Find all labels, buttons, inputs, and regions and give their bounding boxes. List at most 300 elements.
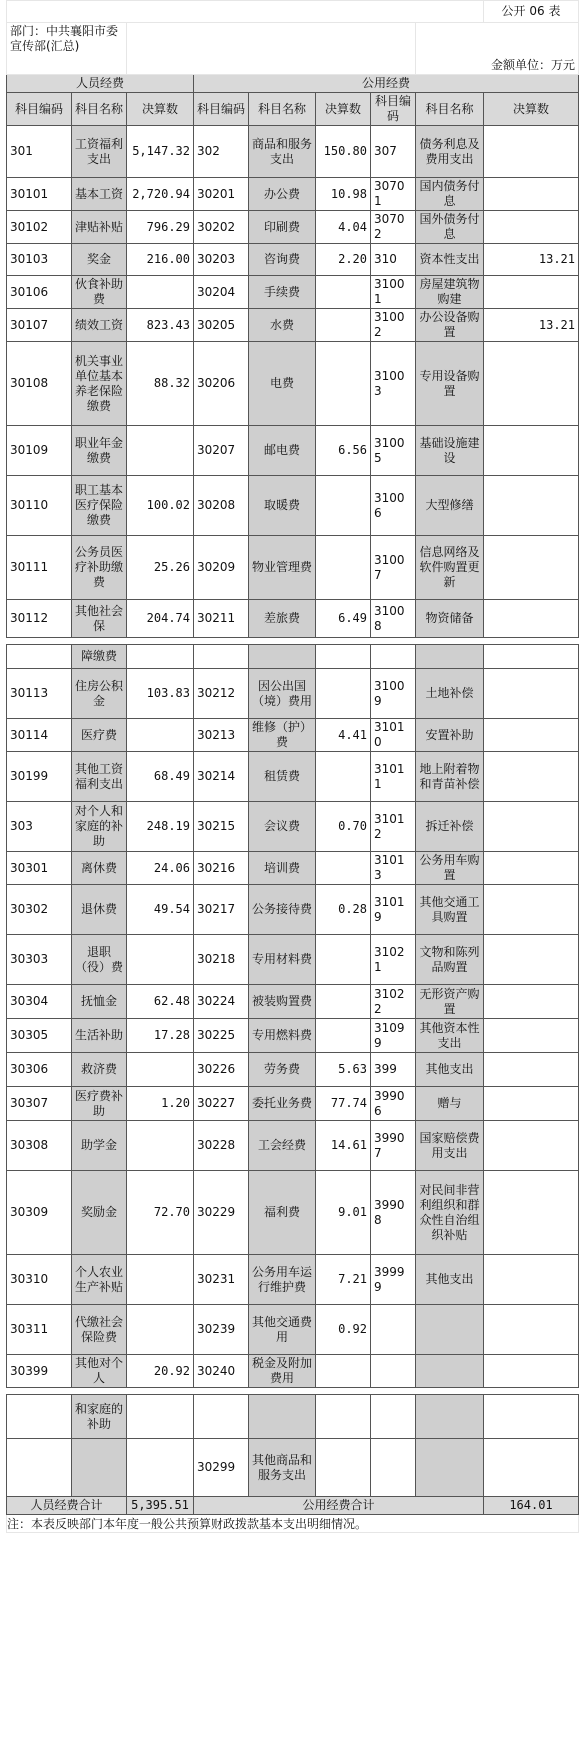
row-code-c: 31001 <box>371 276 416 309</box>
row-name-c: 土地补偿 <box>416 669 484 719</box>
group-public: 公用经费 <box>194 75 579 93</box>
row-amount-b <box>316 1019 371 1053</box>
row-amount <box>127 1395 194 1439</box>
row-code-b: 30203 <box>194 244 249 276</box>
row-code-c: 39908 <box>371 1171 416 1255</box>
row-code: 30310 <box>7 1255 72 1305</box>
row-name-b: 其他商品和服务支出 <box>249 1439 316 1497</box>
row-code-b: 302 <box>194 126 249 178</box>
row-name: 奖励金 <box>72 1171 127 1255</box>
row-amount: 248.19 <box>127 802 194 852</box>
row-amount-b: 2.20 <box>316 244 371 276</box>
row-amount <box>127 426 194 476</box>
row-code-b: 30216 <box>194 852 249 885</box>
row-amount-c <box>484 476 579 536</box>
row-code-b: 30212 <box>194 669 249 719</box>
row-name-b: 会议费 <box>249 802 316 852</box>
row-name: 其他工资福利支出 <box>72 752 127 802</box>
row-name: 离休费 <box>72 852 127 885</box>
row-amount-c <box>484 426 579 476</box>
row-amount-b <box>316 985 371 1019</box>
totals-row <box>7 1497 579 1515</box>
row-code-b: 30227 <box>194 1087 249 1121</box>
row-amount-b <box>316 752 371 802</box>
table-gap <box>7 638 579 645</box>
row-code-c: 31099 <box>371 1019 416 1053</box>
row-amount-c <box>484 600 579 638</box>
table-row <box>7 752 579 802</box>
row-name <box>72 1439 127 1497</box>
row-name-c: 专用设备购置 <box>416 342 484 426</box>
row-amount-c <box>484 211 579 244</box>
row-amount-b: 14.61 <box>316 1121 371 1171</box>
row-code: 30304 <box>7 985 72 1019</box>
row-amount: 49.54 <box>127 885 194 935</box>
row-amount-c: 13.21 <box>484 309 579 342</box>
row-name-b: 水费 <box>249 309 316 342</box>
row-name-c: 安置补助 <box>416 719 484 752</box>
table-row <box>7 211 579 244</box>
row-name-b <box>249 645 316 669</box>
row-amount-b <box>316 476 371 536</box>
row-code: 30311 <box>7 1305 72 1355</box>
row-code-b: 30209 <box>194 536 249 600</box>
row-name-c: 资本性支出 <box>416 244 484 276</box>
row-code-c: 39906 <box>371 1087 416 1121</box>
row-code-c: 31010 <box>371 719 416 752</box>
row-amount: 103.83 <box>127 669 194 719</box>
row-name-c: 其他支出 <box>416 1053 484 1087</box>
row-amount-c <box>484 126 579 178</box>
table-number: 公开 06 表 <box>484 1 579 23</box>
table-gap <box>7 1388 579 1395</box>
table-row <box>7 1255 579 1305</box>
row-name: 代缴社会保险费 <box>72 1305 127 1355</box>
row-code-b: 30213 <box>194 719 249 752</box>
row-name-c: 地上附着物和青苗补偿 <box>416 752 484 802</box>
row-name-b: 租赁费 <box>249 752 316 802</box>
table-row <box>7 309 579 342</box>
row-amount-c <box>484 935 579 985</box>
row-amount: 24.06 <box>127 852 194 885</box>
row-amount-b: 9.01 <box>316 1171 371 1255</box>
row-name: 机关事业单位基本养老保险缴费 <box>72 342 127 426</box>
row-name: 对个人和家庭的补助 <box>72 802 127 852</box>
row-amount: 5,147.32 <box>127 126 194 178</box>
row-name: 其他社会保 <box>72 600 127 638</box>
row-code: 30303 <box>7 935 72 985</box>
row-amount-c <box>484 719 579 752</box>
row-name-b: 福利费 <box>249 1171 316 1255</box>
row-name: 公务员医疗补助缴费 <box>72 536 127 600</box>
row-name-c: 其他资本性支出 <box>416 1019 484 1053</box>
row-amount <box>127 1121 194 1171</box>
row-amount-c <box>484 802 579 852</box>
amount-unit: 金额单位：万元 <box>416 23 579 75</box>
expense-sheet <box>6 0 578 1533</box>
row-code: 30305 <box>7 1019 72 1053</box>
table-row <box>7 276 579 309</box>
row-name-c <box>416 1355 484 1388</box>
row-name: 津贴补贴 <box>72 211 127 244</box>
row-name-c: 拆迁补偿 <box>416 802 484 852</box>
row-name-b: 咨询费 <box>249 244 316 276</box>
row-code-c <box>371 1439 416 1497</box>
row-code: 30109 <box>7 426 72 476</box>
row-amount-b: 7.21 <box>316 1255 371 1305</box>
row-name-b: 手续费 <box>249 276 316 309</box>
row-amount <box>127 1439 194 1497</box>
row-amount-c <box>484 1355 579 1388</box>
table-row <box>7 669 579 719</box>
table-row <box>7 852 579 885</box>
row-code: 30114 <box>7 719 72 752</box>
row-name: 职业年金缴费 <box>72 426 127 476</box>
row-code-c: 31022 <box>371 985 416 1019</box>
row-amount-b: 4.41 <box>316 719 371 752</box>
table-row <box>7 1439 579 1497</box>
row-amount-c <box>484 1087 579 1121</box>
group-personnel: 人员经费 <box>7 75 194 93</box>
row-code-c: 31003 <box>371 342 416 426</box>
row-code-c: 31009 <box>371 669 416 719</box>
public-total-label: 公用经费合计 <box>194 1497 484 1515</box>
row-name: 医疗费 <box>72 719 127 752</box>
row-name: 住房公积金 <box>72 669 127 719</box>
row-name: 障缴费 <box>72 645 127 669</box>
row-name-c: 国外债务付息 <box>416 211 484 244</box>
row-name-b: 培训费 <box>249 852 316 885</box>
row-code: 30301 <box>7 852 72 885</box>
row-amount-c <box>484 1255 579 1305</box>
row-name: 抚恤金 <box>72 985 127 1019</box>
row-name-b: 工会经费 <box>249 1121 316 1171</box>
table-row <box>7 1053 579 1087</box>
row-code-c: 39999 <box>371 1255 416 1305</box>
row-code-b: 30202 <box>194 211 249 244</box>
table-row <box>7 126 579 178</box>
row-amount <box>127 645 194 669</box>
row-name: 伙食补助费 <box>72 276 127 309</box>
row-code-c <box>371 1305 416 1355</box>
row-name-b: 专用材料费 <box>249 935 316 985</box>
row-code: 303 <box>7 802 72 852</box>
row-amount-b <box>316 1439 371 1497</box>
row-code-b: 30228 <box>194 1121 249 1171</box>
row-name-c <box>416 1439 484 1497</box>
table-row <box>7 1171 579 1255</box>
row-amount-c <box>484 1439 579 1497</box>
personnel-total-label: 人员经费合计 <box>7 1497 127 1515</box>
row-name: 绩效工资 <box>72 309 127 342</box>
row-amount <box>127 276 194 309</box>
row-code-b: 30218 <box>194 935 249 985</box>
row-amount-c <box>484 1019 579 1053</box>
row-name: 退休费 <box>72 885 127 935</box>
row-name-b: 税金及附加费用 <box>249 1355 316 1388</box>
row-code: 30112 <box>7 600 72 638</box>
col-name-b: 科目名称 <box>249 93 316 126</box>
row-amount-b <box>316 1395 371 1439</box>
row-amount-b: 5.63 <box>316 1053 371 1087</box>
row-name-c: 无形资产购置 <box>416 985 484 1019</box>
row-name-b: 劳务费 <box>249 1053 316 1087</box>
row-name-c: 国家赔偿费用支出 <box>416 1121 484 1171</box>
row-amount-c <box>484 276 579 309</box>
row-amount-c <box>484 178 579 211</box>
row-code-c <box>371 1355 416 1388</box>
row-amount-b <box>316 669 371 719</box>
row-code: 30101 <box>7 178 72 211</box>
row-name: 和家庭的补助 <box>72 1395 127 1439</box>
row-amount: 88.32 <box>127 342 194 426</box>
row-code: 30308 <box>7 1121 72 1171</box>
row-code-b <box>194 645 249 669</box>
row-code-b: 30229 <box>194 1171 249 1255</box>
row-code: 30107 <box>7 309 72 342</box>
department-label: 部门：中共襄阳市委宣传部(汇总) <box>7 23 127 75</box>
row-code: 30307 <box>7 1087 72 1121</box>
row-amount-b <box>316 309 371 342</box>
row-code <box>7 1395 72 1439</box>
row-name-b: 电费 <box>249 342 316 426</box>
row-amount-b: 6.49 <box>316 600 371 638</box>
public-total-value: 164.01 <box>484 1497 579 1515</box>
row-code-c: 30701 <box>371 178 416 211</box>
row-name-b: 委托业务费 <box>249 1087 316 1121</box>
row-name-b: 专用燃料费 <box>249 1019 316 1053</box>
row-code-c: 31012 <box>371 802 416 852</box>
row-name: 救济费 <box>72 1053 127 1087</box>
row-code: 30306 <box>7 1053 72 1087</box>
row-code-c: 310 <box>371 244 416 276</box>
row-amount: 100.02 <box>127 476 194 536</box>
row-name: 基本工资 <box>72 178 127 211</box>
row-name: 职工基本医疗保险缴费 <box>72 476 127 536</box>
row-code-c: 31007 <box>371 536 416 600</box>
table-row <box>7 476 579 536</box>
row-code: 30113 <box>7 669 72 719</box>
row-amount-c <box>484 752 579 802</box>
row-name-b: 办公费 <box>249 178 316 211</box>
row-name-c: 信息网络及软件购置更新 <box>416 536 484 600</box>
row-code-b: 30240 <box>194 1355 249 1388</box>
row-code-b: 30205 <box>194 309 249 342</box>
row-code-c: 31013 <box>371 852 416 885</box>
row-code-c: 31011 <box>371 752 416 802</box>
col-name: 科目名称 <box>72 93 127 126</box>
table-row <box>7 1087 579 1121</box>
note-row <box>7 1515 579 1533</box>
row-code: 30102 <box>7 211 72 244</box>
row-name: 助学金 <box>72 1121 127 1171</box>
table-row <box>7 985 579 1019</box>
row-name-c: 文物和陈列品购置 <box>416 935 484 985</box>
row-name-c: 房屋建筑物购建 <box>416 276 484 309</box>
table-row <box>7 1355 579 1388</box>
row-amount-c <box>484 1171 579 1255</box>
row-code-b: 30239 <box>194 1305 249 1355</box>
row-name-b <box>249 1395 316 1439</box>
row-name: 个人农业生产补贴 <box>72 1255 127 1305</box>
row-name-c <box>416 1395 484 1439</box>
row-code-c: 307 <box>371 126 416 178</box>
row-code-c: 31006 <box>371 476 416 536</box>
row-name-b: 被装购置费 <box>249 985 316 1019</box>
row-amount-c <box>484 985 579 1019</box>
row-amount-b <box>316 645 371 669</box>
row-name: 医疗费补助 <box>72 1087 127 1121</box>
row-code-b: 30215 <box>194 802 249 852</box>
row-code <box>7 1439 72 1497</box>
table-row <box>7 885 579 935</box>
row-amount <box>127 1053 194 1087</box>
row-name-b: 邮电费 <box>249 426 316 476</box>
row-amount <box>127 719 194 752</box>
row-amount-b <box>316 852 371 885</box>
row-amount: 25.26 <box>127 536 194 600</box>
row-amount <box>127 935 194 985</box>
col-amount-b: 决算数 <box>316 93 371 126</box>
row-name-c: 债务利息及费用支出 <box>416 126 484 178</box>
row-amount: 1.20 <box>127 1087 194 1121</box>
row-amount: 68.49 <box>127 752 194 802</box>
row-code-b: 30211 <box>194 600 249 638</box>
table-note: 注：本表反映部门本年度一般公共预算财政拨款基本支出明细情况。 <box>7 1515 579 1533</box>
row-amount-b <box>316 935 371 985</box>
row-amount-c <box>484 852 579 885</box>
row-code: 30108 <box>7 342 72 426</box>
row-amount-b <box>316 536 371 600</box>
row-amount-c <box>484 1053 579 1087</box>
row-code: 30199 <box>7 752 72 802</box>
row-code: 30309 <box>7 1171 72 1255</box>
row-name: 退职（役）费 <box>72 935 127 985</box>
row-name: 生活补助 <box>72 1019 127 1053</box>
col-code-b: 科目编码 <box>194 93 249 126</box>
row-amount-b <box>316 1355 371 1388</box>
table-row <box>7 802 579 852</box>
row-name-c: 其他交通工具购置 <box>416 885 484 935</box>
row-code-c: 31005 <box>371 426 416 476</box>
row-code: 30111 <box>7 536 72 600</box>
row-amount-c <box>484 645 579 669</box>
col-name-c: 科目名称 <box>416 93 484 126</box>
row-amount: 2,720.94 <box>127 178 194 211</box>
table-row <box>7 244 579 276</box>
row-amount <box>127 1305 194 1355</box>
col-amount-c: 决算数 <box>484 93 579 126</box>
row-amount-b: 0.70 <box>316 802 371 852</box>
row-name: 工资福利支出 <box>72 126 127 178</box>
row-name-b: 印刷费 <box>249 211 316 244</box>
row-amount-b: 10.98 <box>316 178 371 211</box>
row-name-c: 大型修缮 <box>416 476 484 536</box>
row-amount-b: 0.28 <box>316 885 371 935</box>
row-code-c: 399 <box>371 1053 416 1087</box>
row-amount: 204.74 <box>127 600 194 638</box>
row-code-b: 30207 <box>194 426 249 476</box>
table-row <box>7 1019 579 1053</box>
row-amount-b: 0.92 <box>316 1305 371 1355</box>
row-code-b: 30204 <box>194 276 249 309</box>
table-row <box>7 178 579 211</box>
row-amount-b: 150.80 <box>316 126 371 178</box>
row-code-b: 30208 <box>194 476 249 536</box>
row-code-b: 30225 <box>194 1019 249 1053</box>
row-amount-b: 4.04 <box>316 211 371 244</box>
row-amount: 72.70 <box>127 1171 194 1255</box>
row-name-c: 办公设备购置 <box>416 309 484 342</box>
row-code-c: 30702 <box>371 211 416 244</box>
col-amount: 决算数 <box>127 93 194 126</box>
row-name: 奖金 <box>72 244 127 276</box>
row-name-b: 公务用车运行维护费 <box>249 1255 316 1305</box>
row-amount-b <box>316 276 371 309</box>
row-code-c <box>371 1395 416 1439</box>
row-code-b: 30206 <box>194 342 249 426</box>
row-amount-c <box>484 536 579 600</box>
row-code: 30399 <box>7 1355 72 1388</box>
row-amount-c <box>484 1305 579 1355</box>
table-row <box>7 1305 579 1355</box>
row-amount: 796.29 <box>127 211 194 244</box>
table-row <box>7 600 579 638</box>
row-amount: 62.48 <box>127 985 194 1019</box>
row-code: 30302 <box>7 885 72 935</box>
row-amount-c <box>484 342 579 426</box>
row-name-b: 商品和服务支出 <box>249 126 316 178</box>
table-row <box>7 536 579 600</box>
row-name-c: 国内债务付息 <box>416 178 484 211</box>
table-row <box>7 426 579 476</box>
row-amount-b: 77.74 <box>316 1087 371 1121</box>
row-name: 其他对个人 <box>72 1355 127 1388</box>
row-code-b: 30226 <box>194 1053 249 1087</box>
row-code <box>7 645 72 669</box>
table-row <box>7 935 579 985</box>
col-code: 科目编码 <box>7 93 72 126</box>
row-code-c: 39907 <box>371 1121 416 1171</box>
row-amount-b <box>316 342 371 426</box>
row-code-c: 31002 <box>371 309 416 342</box>
row-code-b <box>194 1395 249 1439</box>
row-name-c: 赠与 <box>416 1087 484 1121</box>
row-amount-c <box>484 669 579 719</box>
row-name-b: 其他交通费用 <box>249 1305 316 1355</box>
row-code: 30110 <box>7 476 72 536</box>
row-code-c: 31008 <box>371 600 416 638</box>
row-amount-c: 13.21 <box>484 244 579 276</box>
row-amount: 823.43 <box>127 309 194 342</box>
row-code-b: 30214 <box>194 752 249 802</box>
row-amount-b: 6.56 <box>316 426 371 476</box>
row-code-b: 30231 <box>194 1255 249 1305</box>
row-amount-c <box>484 1395 579 1439</box>
row-name-b: 公务接待费 <box>249 885 316 935</box>
row-name-b: 物业管理费 <box>249 536 316 600</box>
row-name-c: 其他支出 <box>416 1255 484 1305</box>
row-amount-c <box>484 1121 579 1171</box>
table-row <box>7 1121 579 1171</box>
row-code-b: 30224 <box>194 985 249 1019</box>
row-amount: 17.28 <box>127 1019 194 1053</box>
row-amount: 20.92 <box>127 1355 194 1388</box>
row-code-b: 30299 <box>194 1439 249 1497</box>
row-name-c: 对民间非营利组织和群众性自治组织补贴 <box>416 1171 484 1255</box>
row-code-c: 31021 <box>371 935 416 985</box>
row-amount: 216.00 <box>127 244 194 276</box>
